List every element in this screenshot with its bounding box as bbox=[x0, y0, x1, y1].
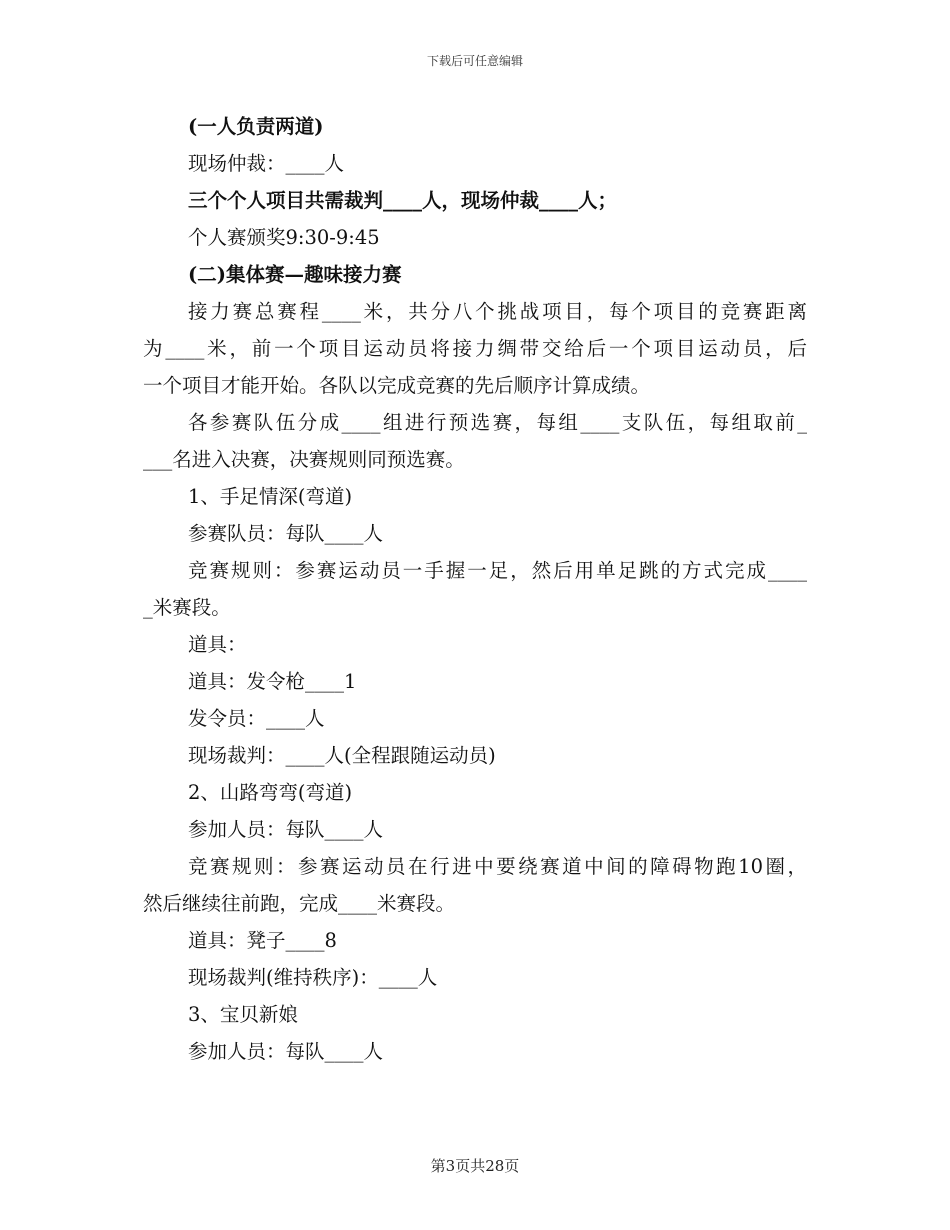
item-heading: 3、宝贝新娘 bbox=[188, 1003, 298, 1026]
paragraph-line: 参赛队员：每队____人 bbox=[188, 522, 384, 545]
item-heading: 1、手足情深(弯道) bbox=[188, 485, 353, 508]
paragraph-line: ___名进入决赛，决赛规则同预选赛。 bbox=[143, 448, 465, 471]
page-footer: 第3页共28页 bbox=[430, 1157, 520, 1175]
paragraph-line: 个人赛颁奖9:30-9:45 bbox=[188, 226, 380, 249]
paragraph-line: _米赛段。 bbox=[143, 596, 231, 619]
paragraph-line: 参加人员：每队____人 bbox=[188, 818, 384, 841]
page-header: 下载后可任意编辑 bbox=[426, 54, 523, 68]
paragraph-line: 为____米，前一个项目运动员将接力绸带交给后一个项目运动员，后 bbox=[143, 337, 807, 360]
item-heading: 2、山路弯弯(弯道) bbox=[188, 781, 353, 804]
section-heading: (二)集体赛—趣味接力赛 bbox=[188, 263, 402, 286]
paragraph-line: 现场仲裁：____人 bbox=[188, 152, 345, 175]
paragraph-line: 三个个人项目共需裁判____人，现场仲裁____人； bbox=[188, 189, 618, 212]
paragraph-line: 现场裁判：____人(全程跟随运动员) bbox=[188, 744, 496, 767]
paragraph-line: 发令员：____人 bbox=[188, 707, 325, 730]
paragraph-line: 竞赛规则：参赛运动员一手握一足，然后用单足跳的方式完成____ bbox=[188, 559, 807, 582]
paragraph-line: 各参赛队伍分成____组进行预选赛，每组____支队伍，每组取前_ bbox=[188, 411, 807, 434]
paragraph-line: 道具： bbox=[188, 633, 247, 656]
paragraph-line: 接力赛总赛程____米，共分八个挑战项目，每个项目的竞赛距离 bbox=[188, 300, 807, 323]
paragraph-line: 竞赛规则：参赛运动员在行进中要绕赛道中间的障碍物跑10圈， bbox=[188, 855, 807, 878]
document-body bbox=[143, 108, 807, 1070]
paragraph-line: 道具：凳子____8 bbox=[188, 929, 337, 952]
paragraph-line: 现场裁判(维持秩序)：____人 bbox=[188, 966, 438, 989]
paragraph-line: 一个项目才能开始。各队以完成竞赛的先后顺序计算成绩。 bbox=[143, 374, 651, 397]
paragraph-line: 道具：发令枪____1 bbox=[188, 670, 357, 693]
paragraph-line: 参加人员：每队____人 bbox=[188, 1040, 384, 1063]
paragraph-line: (一人负责两道) bbox=[188, 115, 324, 138]
paragraph-line: 然后继续往前跑，完成____米赛段。 bbox=[143, 892, 456, 915]
